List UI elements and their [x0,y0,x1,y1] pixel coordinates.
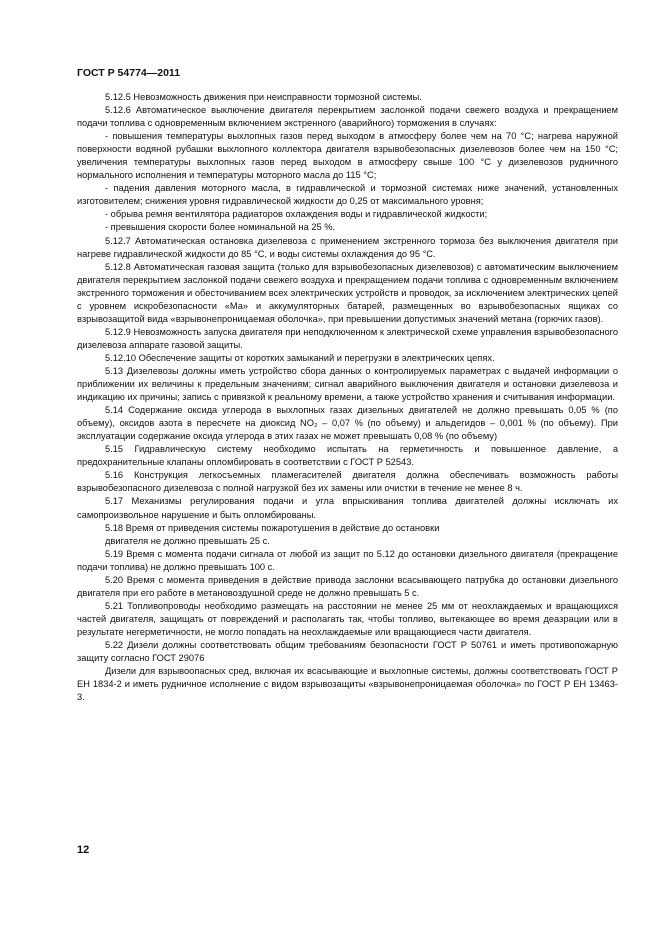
paragraph-5-22-explosive: Дизели для взрывоопасных сред, включая их всасывающие и выхлопные системы, должны соответствовать ГОСТ Р ЕН 1834-2 и иметь рудничное исполнение с видом взрывозащиты «взрывонепроницаемая оболочка» по ГОСТ Р ЕН 13463-3. [77,666,618,703]
paragraph-5-19: 5.19 Время с момента подачи сигнала от любой из защит по 5.12 до остановки дизельного двигателя (прекращение подачи топлива) не должно превышать 100 с. [77,548,618,572]
page-number: 12 [77,844,90,856]
list-item-belt: - обрыва ремня вентилятора радиаторов охлаждения воды и гидравлической жидкости; [105,209,488,220]
paragraph-5-12-10: 5.12.10 Обеспечение защиты от коротких замыканий и перегрузки в электрических цепях. [105,352,495,363]
paragraph-5-15: 5.15 Гидравлическую систему необходимо испытать на герметичность и повышенное давление, а предохранительные клапаны опломбировать в соответствии с ГОСТ Р 52543. [77,444,618,468]
paragraph-5-16: 5.16 Конструкция легкосъемных пламегасителей двигателя должна обеспечивать возможность работы взрывобезопасного дизелевоза с полной нагрузкой без их замены или очистки в течение не менее 8 ч. [77,470,618,494]
paragraph-5-13: 5.13 Дизелевозы должны иметь устройство сбора данных о контролируемых параметрах с выдачей информации о приближении их величины к предельным значениям; сигнал аварийного выключения двигателя и остановки дизелевоза и индикацию их причины; запись с привязкой к реальному времени, а также устройство хранения и считывания информации. [77,365,618,403]
paragraph-5-22: 5.22 Дизели должны соответствовать общим требованиям безопасности ГОСТ Р 50761 и иметь противопожарную защиту согласно ГОСТ 29076 [77,639,618,664]
list-item-temperature: - повышения температуры выхлопных газов перед выходом в атмосферу более чем на 70 °С; нагрева наружной поверхности водяной рубашки выхлопного коллектора двигателя взрывобезопасных дизелевозов более чем на 150 °С; увеличения температуры выхлопных газов перед выходом в атмосферу свыше 100 °С у дизелевозов рудничного нормального исполнения и температуры моторного масла до 115 °С; [77,131,618,181]
paragraph-5-14: 5.14 Содержание оксида углерода в выхлопных газах дизельных двигателей не должно превышать 0,05 % (по объему), оксидов азота в пересчете на диоксид NO₂ – 0,07 % (по объему) и альдегидов – 0,001 % (по объему). При эксплуатации содержание оксида углерода в этих газах не может превышать 0,08 % (по объему) [77,405,618,442]
paragraph-5-18-cont: двигателя не должно превышать 25 с. [105,535,270,546]
document-body [77,91,618,704]
paragraph-5-18: 5.18 Время от приведения системы пожаротушения в действие до остановки [105,522,440,533]
paragraph-5-12-7: 5.12.7 Автоматическая остановка дизелевоза с применением экстренного тормоза без выключения двигателя при нагреве гидравлической жидкости до 85 °С, и воды системы охлаждения до 95 °С. [77,235,618,259]
paragraph-5-12-9: 5.12.9 Невозможность запуска двигателя при неподключенном к электрической схеме управления взрывобезопасного дизелевоза аппарате газовой защиты. [77,326,618,350]
list-item-speed: - превышения скорости более номинальной на 25 %. [105,222,336,233]
paragraph-5-12-6: 5.12.6 Автоматическое выключение двигателя перекрытием заслонкой подачи свежего воздуха и прекращением подачи топлива с одновременным включением экстренного (аварийного) торможения в случаях: [77,105,618,129]
paragraph-5-12-8: 5.12.8 Автоматическая газовая защита (только для взрывобезопасных дизелевозов) с автоматическим выключением двигателя перекрытием заслонкой подачи свежего воздуха и прекращением подачи топлива с одновременным включением экстренного торможения и обесточиванием всех электрических устройств и проводок, за исключением электрических цепей с уровнем искробезопасности «Ма» и аккумуляторных батарей, размещенных во взрывобезопасных ящиках со взрывозащитой вида «взрывонепроницаемая оболочка», при превышении допустимых значений метана (горючих газов). [77,261,618,324]
document-header: ГОСТ Р 54774—2011 [77,67,181,79]
list-item-pressure: - падения давления моторного масла, в гидравлической и тормозной системах ниже значений, установленных изготовителем; снижения уровня гидравлической жидкости до 0,25 от максимального уровня; [77,183,618,207]
paragraph-5-12-5: 5.12.5 Невозможность движения при неисправности тормозной системы. [105,92,422,102]
paragraph-5-21: 5.21 Топливопроводы необходимо размещать на расстоянии не менее 25 мм от неохлаждаемых и вращающихся частей двигателя, защищать от повреждений и располагать так, чтобы топливо, вытекающее во время деазрации или в результате негерметичности, не могло попадать на неохлаждаемые или вращающиеся части двигателя. [77,600,618,637]
paragraph-5-20: 5.20 Время с момента приведения в действие привода заслонки всасывающего патрубка до остановки дизельного двигателя при его работе в метановоздушной среде не должно превышать 5 с. [77,574,618,598]
paragraph-5-17: 5.17 Механизмы регулирования подачи и угла впрыскивания топлива двигателей должны исключать их самопроизвольное нарушение и быть опломбированы. [77,496,618,520]
